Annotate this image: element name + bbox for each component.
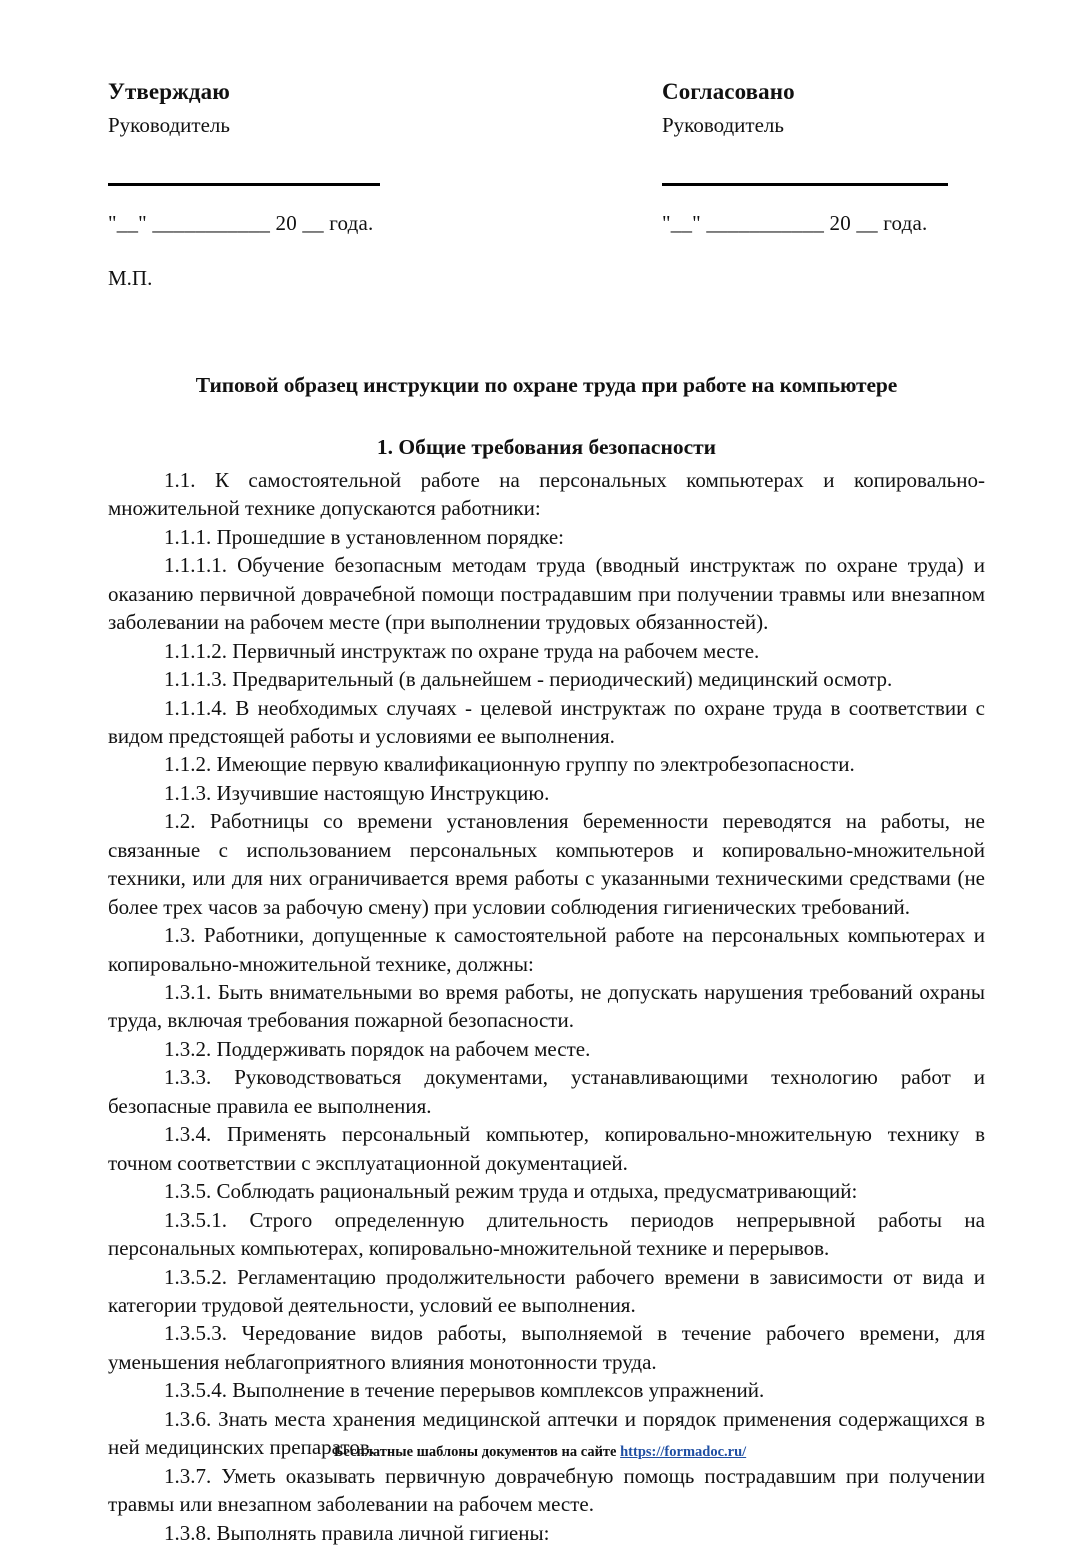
clause-paragraph: 1.1.1.4. В необходимых случаях - целевой инструктаж по охране труда в соответствии с видом предстоящей работы и условиями ее выполнения. [108,695,985,748]
clause-paragraph: 1.1.1.3. Предварительный (в дальнейшем - периодический) медицинский осмотр. [164,667,893,692]
clause-paragraph: 1.1.3. Изучившие настоящую Инструкцию. [164,780,550,805]
clause-paragraph: 1.3.5.3. Чередование видов работы, выполняемой в течение рабочего времени, для уменьшения неблагоприятного влияния монотонности труда. [108,1321,985,1374]
clause-paragraph: 1.1.2. Имеющие первую квалификационную группу по электробезопасности. [164,752,855,777]
clause-paragraph: 1.3. Работники, допущенные к самостоятельной работе на персональных компьютерах и копировально-множительной технике, должны: [108,923,985,976]
clause-paragraph: 1.3.6. Знать места хранения медицинской аптечки и порядок применения содержащихся в ней медицинских препаратов. [108,1406,985,1460]
section-heading: 1. Общие требования безопасности [376,434,717,459]
stamp-placeholder: М.П. [108,266,153,291]
approval-role-left: Руководитель [108,112,230,137]
clause-paragraph: 1.3.5.4. Выполнение в течение перерывов комплексов упражнений. [164,1378,765,1403]
approval-block-left [108,78,418,293]
approval-header [108,78,972,293]
clause-paragraph: 1.1. К самостоятельной работе на персональных компьютерах и копировально-множительной технике допускаются работники: [108,467,985,521]
clause-paragraph: 1.1.1.1. Обучение безопасным методам труда (вводный инструктаж по охране труда) и оказанию первичной доврачебной помощи пострадавшим при получении травмы или внезапном заболевании на рабочем месте (при выполнении трудовых обязанностей). [108,553,985,635]
footer-link[interactable]: https://formadoc.ru/ [620,1444,747,1460]
clause-paragraph: 1.3.3. Руководствоваться документами, устанавливающими технологию работ и безопасные правила ее выполнения. [108,1065,985,1118]
page-footer [0,1443,1080,1462]
approval-role-right: Руководитель [662,112,784,137]
approval-title-left: Утверждаю [108,79,230,104]
signature-rule-left [108,183,380,186]
approval-title-right: Согласовано [662,79,795,104]
clause-paragraph: 1.3.5. Соблюдать рациональный режим труда и отдыха, предусматривающий: [164,1179,858,1204]
clause-paragraph: 1.2. Работницы со времени установления беременности переводятся на работы, не связанные с использованием персональных компьютеров и копировально-множительной техники, или для них ограничивается время работы с указанными техническими средствами (не более трех часов за рабочую смену) при условии соблюдения гигиенических требований. [108,809,985,919]
approval-block-right [662,78,972,237]
footer-label: Бесплатные шаблоны документов на сайте [333,1444,621,1460]
clause-paragraph: 1.3.1. Быть внимательными во время работы, не допускать нарушения требований охраны труда, включая требования пожарной безопасности. [108,980,985,1033]
date-line-left: "__" ___________ 20 __ года. [108,211,374,236]
document-title: Типовой образец инструкции по охране труда при работе на компьютере [195,373,898,397]
clause-paragraph: 1.3.4. Применять персональный компьютер, копировально-множительную технику в точном соответствии с эксплуатационной документацией. [108,1122,985,1175]
clause-list [108,466,985,1547]
date-line-right: "__" ___________ 20 __ года. [662,211,928,236]
clause-paragraph: 1.1.1.2. Первичный инструктаж по охране труда на рабочем месте. [164,638,760,663]
signature-rule-right [662,183,948,186]
clause-paragraph: 1.3.8. Выполнять правила личной гигиены: [164,1520,550,1545]
clause-paragraph: 1.3.5.1. Строго определенную длительность периодов непрерывной работы на персональных компьютерах, копировально-множительной технике и перерывов. [108,1207,985,1261]
clause-paragraph: 1.3.7. Уметь оказывать первичную доврачебную помощь пострадавшим при получении травмы или внезапном заболевании на рабочем месте. [108,1463,985,1517]
clause-paragraph: 1.3.2. Поддерживать порядок на рабочем месте. [164,1036,591,1061]
document-body [108,372,985,1547]
clause-paragraph: 1.1.1. Прошедшие в установленном порядке: [164,524,564,549]
clause-paragraph: 1.3.5.2. Регламентацию продолжительности рабочего времени в зависимости от вида и категории трудовой деятельности, условий ее выполнения. [108,1264,985,1318]
